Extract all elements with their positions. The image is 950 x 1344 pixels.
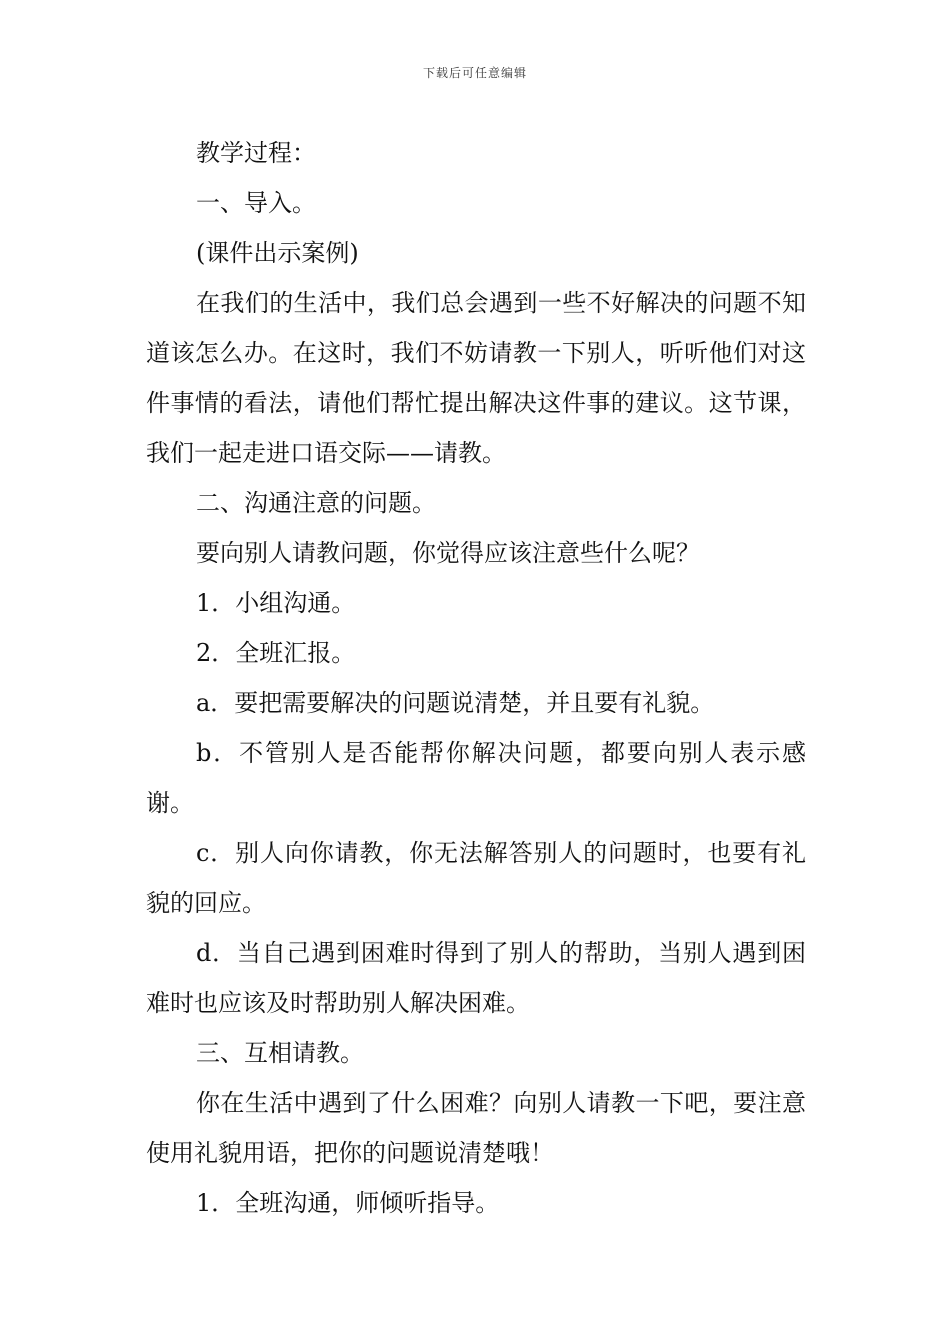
section-3-heading: 三、互相请教。 xyxy=(196,1039,364,1067)
section-2-heading: 二、沟通注意的问题。 xyxy=(196,489,436,517)
practice-step-1: 1．全班沟通，师倾听指导。 xyxy=(196,1189,500,1217)
intro-paragraph: 在我们的生活中，我们总会遇到一些不好解决的问题不知道该怎么办。在这时，我们不妨请教一下别人，听听他们对这件事情的看法，请他们帮忙提出解决这件事的建议。这节课，我们一起走进口语交际——请教。 xyxy=(146,289,806,467)
question-paragraph: 要向别人请教问题，你觉得应该注意些什么呢？ xyxy=(196,539,700,567)
practice-paragraph: 你在生活中遇到了什么困难？向别人请教一下吧，要注意使用礼貌用语，把你的问题说清楚哦！ xyxy=(146,1089,806,1167)
courseware-note: (课件出示案例) xyxy=(196,239,359,267)
point-a: a．要把需要解决的问题说清楚，并且要有礼貌。 xyxy=(196,689,715,717)
document-body xyxy=(146,128,806,1228)
step-2: 2．全班汇报。 xyxy=(196,639,356,667)
point-d: d．当自己遇到困难时得到了别人的帮助，当别人遇到困难时也应该及时帮助别人解决困难。 xyxy=(146,939,806,1017)
step-1: 1．小组沟通。 xyxy=(196,589,356,617)
point-c: c．别人向你请教，你无法解答别人的问题时，也要有礼貌的回应。 xyxy=(146,839,806,917)
point-b: b．不管别人是否能帮你解决问题，都要向别人表示感谢。 xyxy=(146,739,806,817)
heading-teaching-process: 教学过程： xyxy=(196,139,316,167)
page-header-note: 下载后可任意编辑 xyxy=(422,66,527,80)
section-1-heading: 一、导入。 xyxy=(196,189,316,217)
